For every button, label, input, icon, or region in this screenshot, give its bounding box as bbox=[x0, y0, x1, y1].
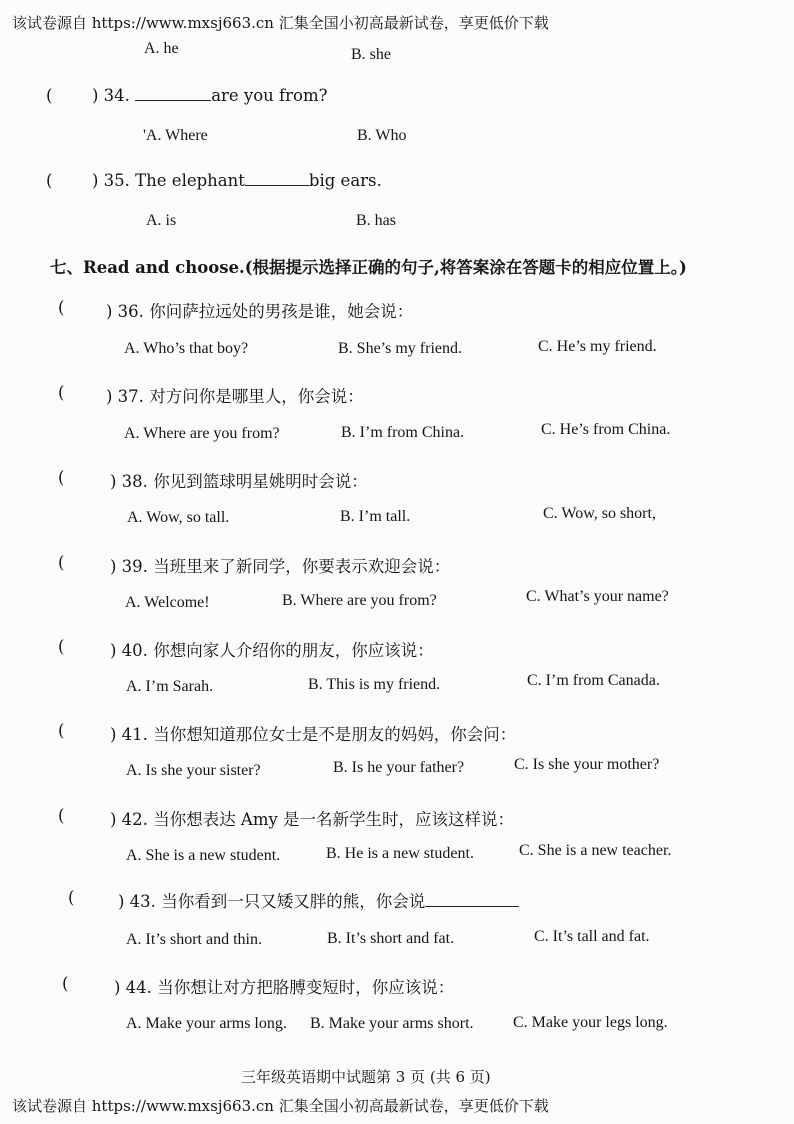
q39-paren: ( bbox=[58, 553, 65, 572]
q41-text: 当你想知道那位女士是不是朋友的妈妈，你会问： bbox=[153, 725, 517, 744]
q44-stem bbox=[114, 974, 454, 998]
q36-option-b: B. She’s my friend. bbox=[338, 340, 462, 357]
q44-option-a: A. Make your arms long. bbox=[126, 1015, 287, 1032]
source-header: 该试卷源自 https://www.mxsj663.cn 汇集全国小初高最新试卷，享更低价下载 bbox=[12, 14, 549, 32]
q36-stem bbox=[106, 298, 413, 322]
q38-stem bbox=[110, 468, 368, 492]
q35-option-a: A. is bbox=[146, 212, 177, 229]
q34-stem bbox=[92, 86, 327, 105]
q38-option-c: C. Wow, so short, bbox=[543, 505, 656, 522]
q41-option-b: B. Is he your father? bbox=[333, 759, 465, 776]
q42-option-c: C. She is a new teacher. bbox=[519, 842, 672, 859]
q39-text: 当班里来了新同学，你要表示欢迎会说： bbox=[153, 557, 451, 576]
q43-text: 当你看到一只又矮又胖的熊，你会说 bbox=[161, 892, 426, 911]
source-footer: 该试卷源自 https://www.mxsj663.cn 汇集全国小初高最新试卷，享更低价下载 bbox=[12, 1097, 549, 1115]
q40-stem bbox=[110, 637, 434, 661]
q43-stem bbox=[118, 888, 519, 912]
q35-stem bbox=[92, 171, 382, 190]
q36-paren: ( bbox=[58, 298, 65, 317]
q38-paren: ( bbox=[58, 468, 65, 487]
q43-option-b: B. It’s short and fat. bbox=[327, 930, 455, 947]
q34-option-a: 'A. Where bbox=[143, 127, 208, 144]
q43-blank bbox=[425, 906, 519, 907]
q42-stem bbox=[110, 806, 514, 830]
q43-number: ) 43. bbox=[118, 892, 156, 911]
q40-option-b: B. This is my friend. bbox=[308, 676, 441, 693]
q34-number: ) 34. bbox=[92, 86, 130, 105]
q33-option-a: A. he bbox=[144, 40, 179, 57]
q37-option-c: C. He’s from China. bbox=[541, 421, 671, 438]
section-7-title: 七、Read and choose.(根据提示选择正确的句子,将答案涂在答题卡的相应位置上。) bbox=[50, 258, 687, 277]
q43-paren: ( bbox=[68, 888, 75, 907]
q42-option-b: B. He is a new student. bbox=[326, 845, 474, 862]
q39-option-a: A. Welcome! bbox=[125, 594, 210, 611]
q37-stem bbox=[106, 383, 364, 407]
q35-option-b: B. has bbox=[356, 212, 396, 229]
q37-paren: ( bbox=[58, 383, 65, 402]
q38-option-a: A. Wow, so tall. bbox=[127, 509, 230, 526]
q34-text-after: are you from? bbox=[211, 86, 328, 105]
q38-text: 你见到篮球明星姚明时会说： bbox=[153, 472, 368, 491]
q44-paren: ( bbox=[62, 974, 69, 993]
q40-number: ) 40. bbox=[110, 641, 148, 660]
q37-option-b: B. I’m from China. bbox=[341, 424, 465, 441]
q40-text: 你想向家人介绍你的朋友，你应该说： bbox=[153, 641, 434, 660]
q44-option-b: B. Make your arms short. bbox=[310, 1015, 474, 1032]
q35-paren: ( bbox=[46, 171, 53, 190]
q43-option-c: C. It’s tall and fat. bbox=[534, 928, 650, 945]
q42-text: 当你想表达 Amy 是一名新学生时，应该这样说： bbox=[153, 810, 515, 829]
q43-option-a: A. It’s short and thin. bbox=[126, 931, 262, 948]
q35-number: ) 35. The elephant bbox=[92, 171, 245, 190]
q40-option-c: C. I’m from Canada. bbox=[527, 672, 660, 689]
q36-option-a: A. Who’s that boy? bbox=[124, 340, 249, 357]
q36-text: 你问萨拉远处的男孩是谁，她会说： bbox=[149, 302, 414, 321]
q36-option-c: C. He’s my friend. bbox=[538, 338, 657, 355]
q37-option-a: A. Where are you from? bbox=[124, 425, 280, 442]
q38-number: ) 38. bbox=[110, 472, 148, 491]
q41-stem bbox=[110, 721, 516, 745]
q39-stem bbox=[110, 553, 450, 577]
q37-number: ) 37. bbox=[106, 387, 144, 406]
q42-number: ) 42. bbox=[110, 810, 148, 829]
q34-paren: ( bbox=[46, 86, 53, 105]
page-footer: 三年级英语期中试题第 3 页 (共 6 页) bbox=[241, 1068, 491, 1086]
q39-number: ) 39. bbox=[110, 557, 148, 576]
q35-blank bbox=[245, 185, 309, 186]
q34-blank bbox=[135, 100, 211, 101]
q36-number: ) 36. bbox=[106, 302, 144, 321]
q38-option-b: B. I’m tall. bbox=[340, 508, 411, 525]
q39-option-b: B. Where are you from? bbox=[282, 592, 437, 609]
q40-option-a: A. I’m Sarah. bbox=[126, 678, 214, 695]
q44-text: 当你想让对方把胳膊变短时，你应该说： bbox=[157, 978, 455, 997]
q44-number: ) 44. bbox=[114, 978, 152, 997]
q37-text: 对方问你是哪里人，你会说： bbox=[149, 387, 364, 406]
q41-number: ) 41. bbox=[110, 725, 148, 744]
q40-paren: ( bbox=[58, 637, 65, 656]
q39-option-c: C. What’s your name? bbox=[526, 588, 669, 605]
q42-option-a: A. She is a new student. bbox=[126, 847, 281, 864]
q41-option-c: C. Is she your mother? bbox=[514, 756, 660, 773]
q42-paren: ( bbox=[58, 806, 65, 825]
q41-option-a: A. Is she your sister? bbox=[126, 762, 261, 779]
q41-paren: ( bbox=[58, 721, 65, 740]
q35-text-after: big ears. bbox=[308, 171, 382, 190]
q44-option-c: C. Make your legs long. bbox=[513, 1014, 668, 1031]
q34-option-b: B. Who bbox=[357, 127, 407, 144]
q33-option-b: B. she bbox=[351, 46, 391, 63]
